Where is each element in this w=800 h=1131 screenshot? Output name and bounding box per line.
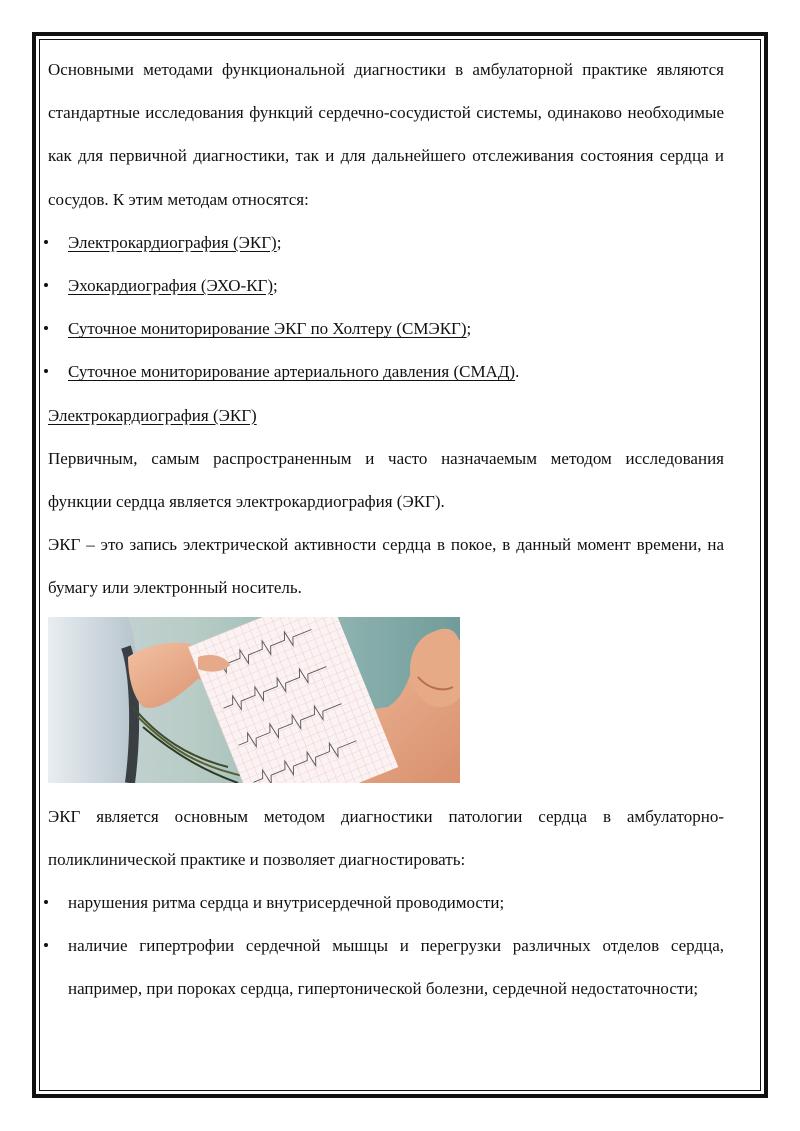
list-item: наличие гипертрофии сердечной мышцы и перегрузки различных отделов сердца, например, при пороках сердца, гипертонической болезни, сердечной недостаточности; bbox=[48, 924, 724, 1010]
list-item-suffix: ; bbox=[273, 276, 278, 296]
list-item-suffix: ; bbox=[466, 319, 472, 339]
list-item-suffix: ; bbox=[276, 232, 282, 252]
intro-paragraph: Основными методами функциональной диагностики в амбулаторной практике являются стандартные исследования функций сердечно-сосудистой системы, одинаково необходимые как для первичной диагностики, так и для дальнейшего отслеживания состояния сердца и сосудов. К этим методам относятся: bbox=[48, 60, 724, 209]
list-item bbox=[48, 264, 724, 307]
methods-list bbox=[48, 221, 724, 394]
section-title: Электрокардиография (ЭКГ) bbox=[48, 405, 257, 425]
list-item bbox=[48, 221, 724, 264]
ecg-photo bbox=[48, 617, 460, 783]
paragraph-primary-method: Первичным, самым распространенным и часто назначаемым методом исследования функции сердца является электрокардиография (ЭКГ). bbox=[48, 448, 724, 512]
list-item: нарушения ритма сердца и внутрисердечной проводимости; bbox=[48, 881, 724, 924]
paragraph-ecg-definition: ЭКГ – это запись электрической активности сердца в покое, в данный момент времени, на бумагу или электронный носитель. bbox=[48, 535, 724, 598]
method-link-echo[interactable]: Эхокардиография (ЭХО-КГ) bbox=[68, 276, 274, 296]
method-link-ecg[interactable]: Электрокардиография (ЭКГ) bbox=[68, 232, 277, 252]
method-link-bp[interactable]: Суточное мониторирование артериального давления (СМАД) bbox=[68, 362, 516, 382]
diagnoses-list bbox=[48, 881, 724, 1011]
method-link-holter[interactable]: Суточное мониторирование ЭКГ по Холтеру (СМЭКГ) bbox=[68, 319, 467, 339]
list-item bbox=[48, 307, 724, 350]
list-item-suffix: . bbox=[515, 362, 520, 382]
document-body bbox=[48, 48, 724, 1011]
list-item bbox=[48, 350, 724, 393]
ecg-photo-illustration bbox=[48, 617, 460, 783]
paragraph-ecg-diagnostics: ЭКГ является основным методом диагностики патологии сердца в амбулаторно-поликлинической практике и позволяет диагностировать: bbox=[48, 806, 724, 869]
